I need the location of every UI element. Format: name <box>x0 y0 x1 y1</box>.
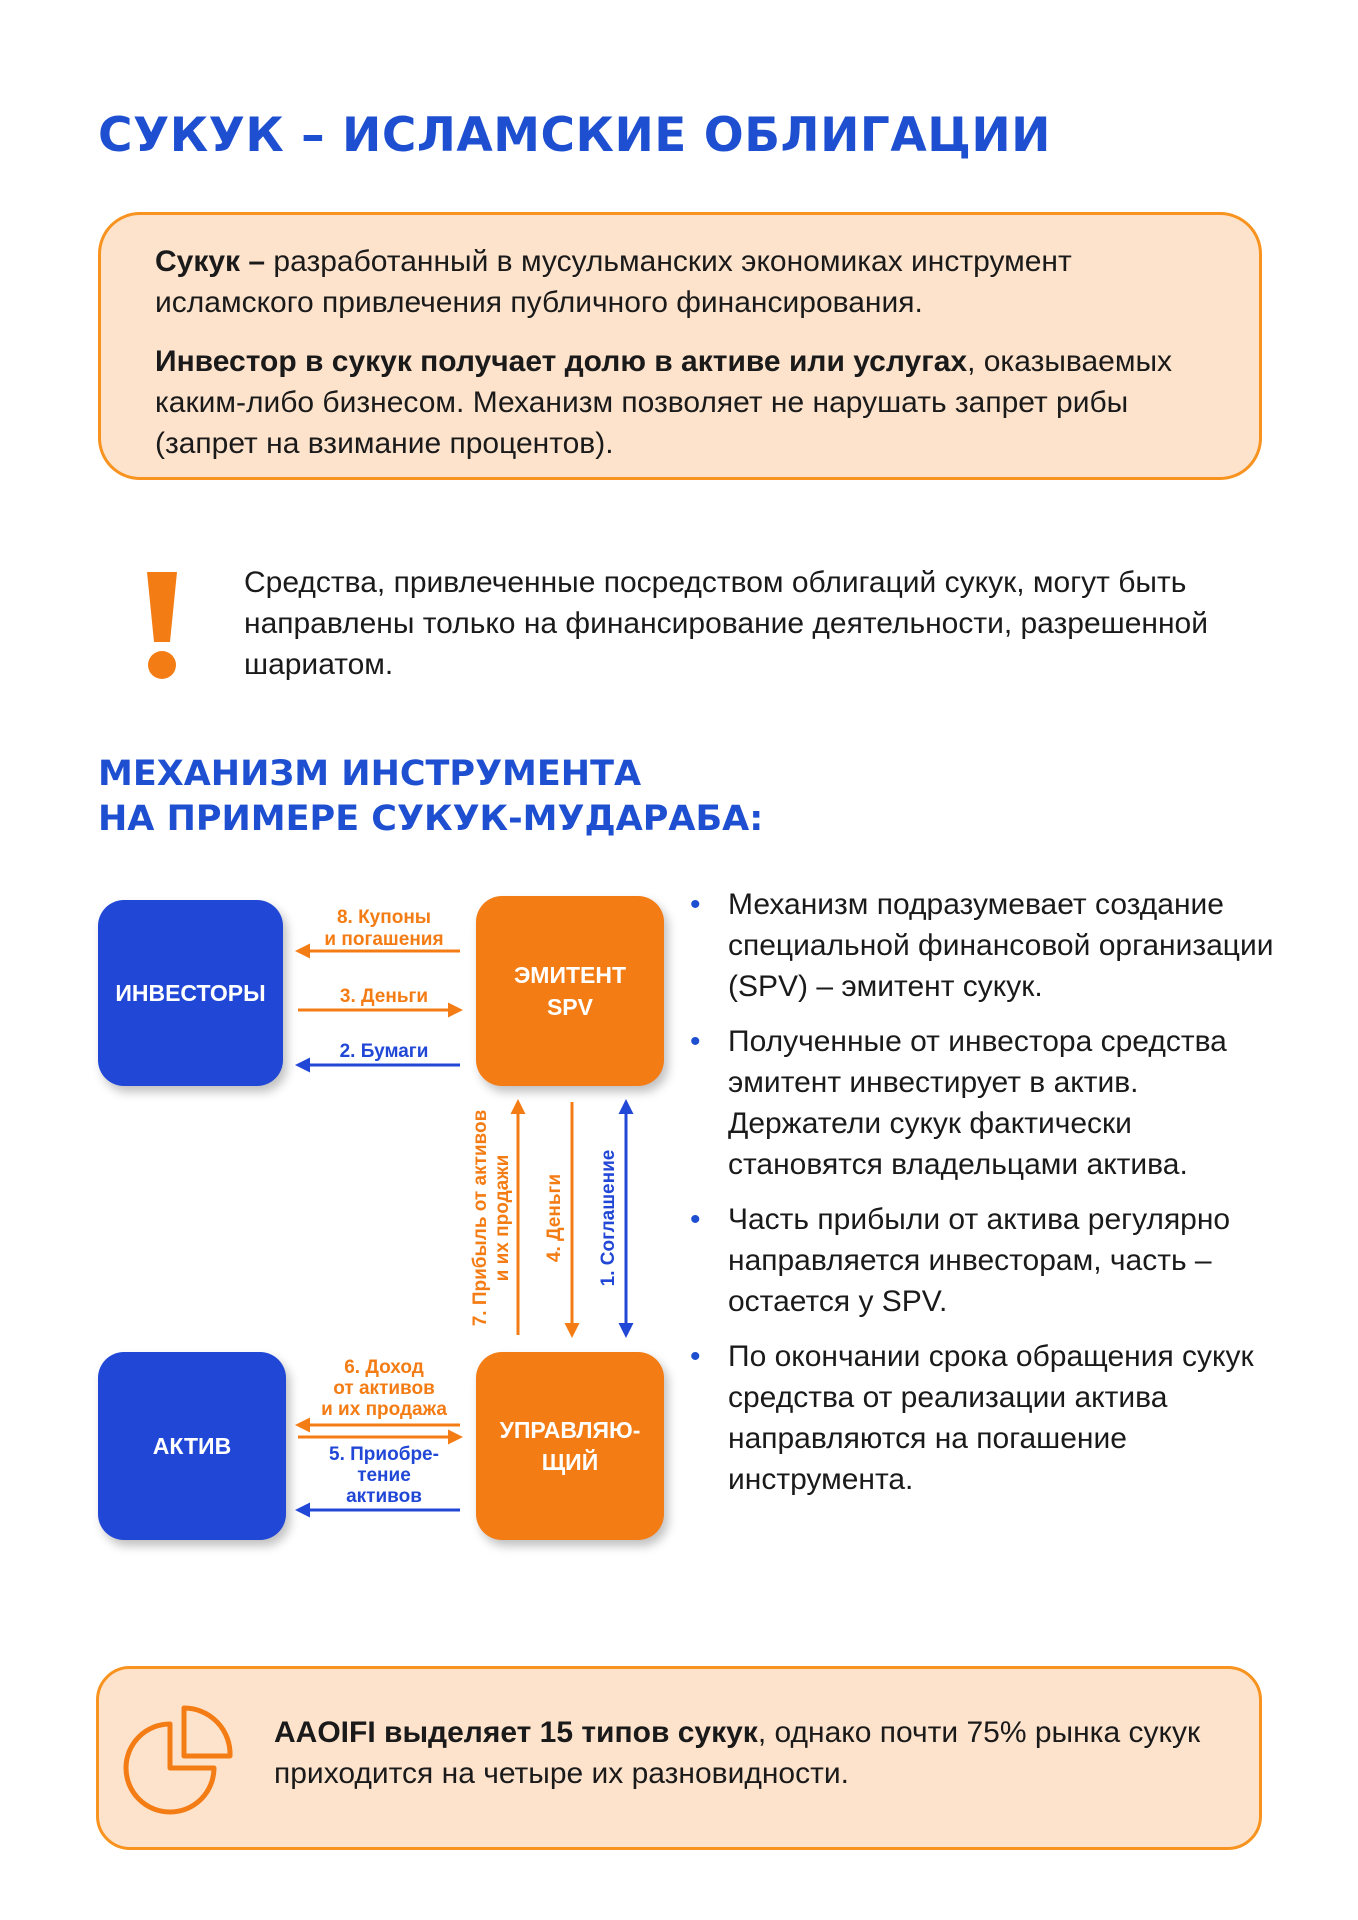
definition-paragraph-2 <box>155 341 1209 464</box>
label-agreement: 1. Соглашение <box>598 1149 619 1287</box>
definition-box <box>98 212 1262 480</box>
investor-statement: Инвестор в сукук получает долю в активе или услугах <box>155 345 968 378</box>
list-item: • По окончании срока обращения сукук средства от реализации актива направляются на погашение инструмента. <box>690 1336 1290 1500</box>
aaoifi-note-rest: , однако почти 75% рынка сукук приходится на четыре их разновидности. <box>274 1716 1201 1790</box>
page-title: СУКУК – ИСЛАМСКИЕ ОБЛИГАЦИИ <box>98 108 1051 163</box>
label-coupons-1: 8. Купоны <box>336 907 432 928</box>
warning-text: Средства, привлеченные посредством облигаций сукук, могут быть направлены только на финансирование деятельности, разрешенной шариатом. <box>244 566 1208 681</box>
list-item: • Полученные от инвестора средства эмитент инвестирует в актив. Держатели сукук фактически становятся владельцами актива. <box>690 1021 1290 1185</box>
label-acquisition-3: активов <box>346 1486 422 1507</box>
node-issuer-spv <box>476 896 664 1086</box>
label-acquisition-2: тение <box>357 1465 411 1486</box>
investor-text: , оказываемых каким-либо бизнесом. Механизм позволяет не нарушать запрет рибы (запрет на взимание процентов). <box>155 345 1173 460</box>
exclamation-icon <box>142 572 182 682</box>
pie-chart-icon <box>118 1690 238 1820</box>
subtitle-line-2: НА ПРИМЕРЕ СУКУК-МУДАРАБА: <box>98 799 764 839</box>
list-item: • Механизм подразумевает создание специальной финансовой организации (SPV) – эмитент сукук. <box>690 884 1290 1007</box>
node-asset <box>98 1352 286 1540</box>
label-money-4: 4. Деньги <box>544 1173 565 1263</box>
label-income-1: 6. Доход <box>344 1357 424 1378</box>
label-papers: 2. Бумаги <box>339 1041 429 1062</box>
definition-paragraph-1 <box>155 241 1209 323</box>
section-subtitle <box>98 752 763 842</box>
aaoifi-note-bold: AAOIFI выделяет 15 типов сукук <box>274 1716 758 1749</box>
list-item: • Часть прибыли от актива регулярно направляется инвесторам, часть – остается у SPV. <box>690 1199 1290 1322</box>
node-investors-label: ИНВЕСТОРЫ <box>115 980 266 1006</box>
definition-text: разработанный в мусульманских экономиках инструмент исламского привлечения публичного финансирования. <box>155 245 1072 319</box>
label-profit-2: и их продажи <box>492 1154 513 1282</box>
node-manager-label: УПРАВЛЯЮ- ЩИЙ <box>499 1417 641 1475</box>
label-income-2: от активов <box>333 1378 435 1399</box>
label-coupons-2: и погашения <box>324 929 444 950</box>
label-money-3: 3. Деньги <box>339 986 429 1007</box>
aaoifi-note-text <box>274 1712 1254 1794</box>
subtitle-line-1: МЕХАНИЗМ ИНСТРУМЕНТА <box>98 754 642 794</box>
node-issuer-label: ЭМИТЕНТ SPV <box>513 962 627 1020</box>
label-income-3: и их продажа <box>321 1399 447 1420</box>
definition-term: Сукук – <box>155 245 266 278</box>
node-investors <box>98 900 283 1086</box>
label-acquisition-1: 5. Приобре- <box>329 1444 439 1465</box>
label-profit-1: 7. Прибыль от активов <box>470 1109 491 1327</box>
node-manager <box>476 1352 664 1540</box>
node-asset-label: АКТИВ <box>152 1433 232 1459</box>
mechanism-bullets <box>690 884 1290 1514</box>
